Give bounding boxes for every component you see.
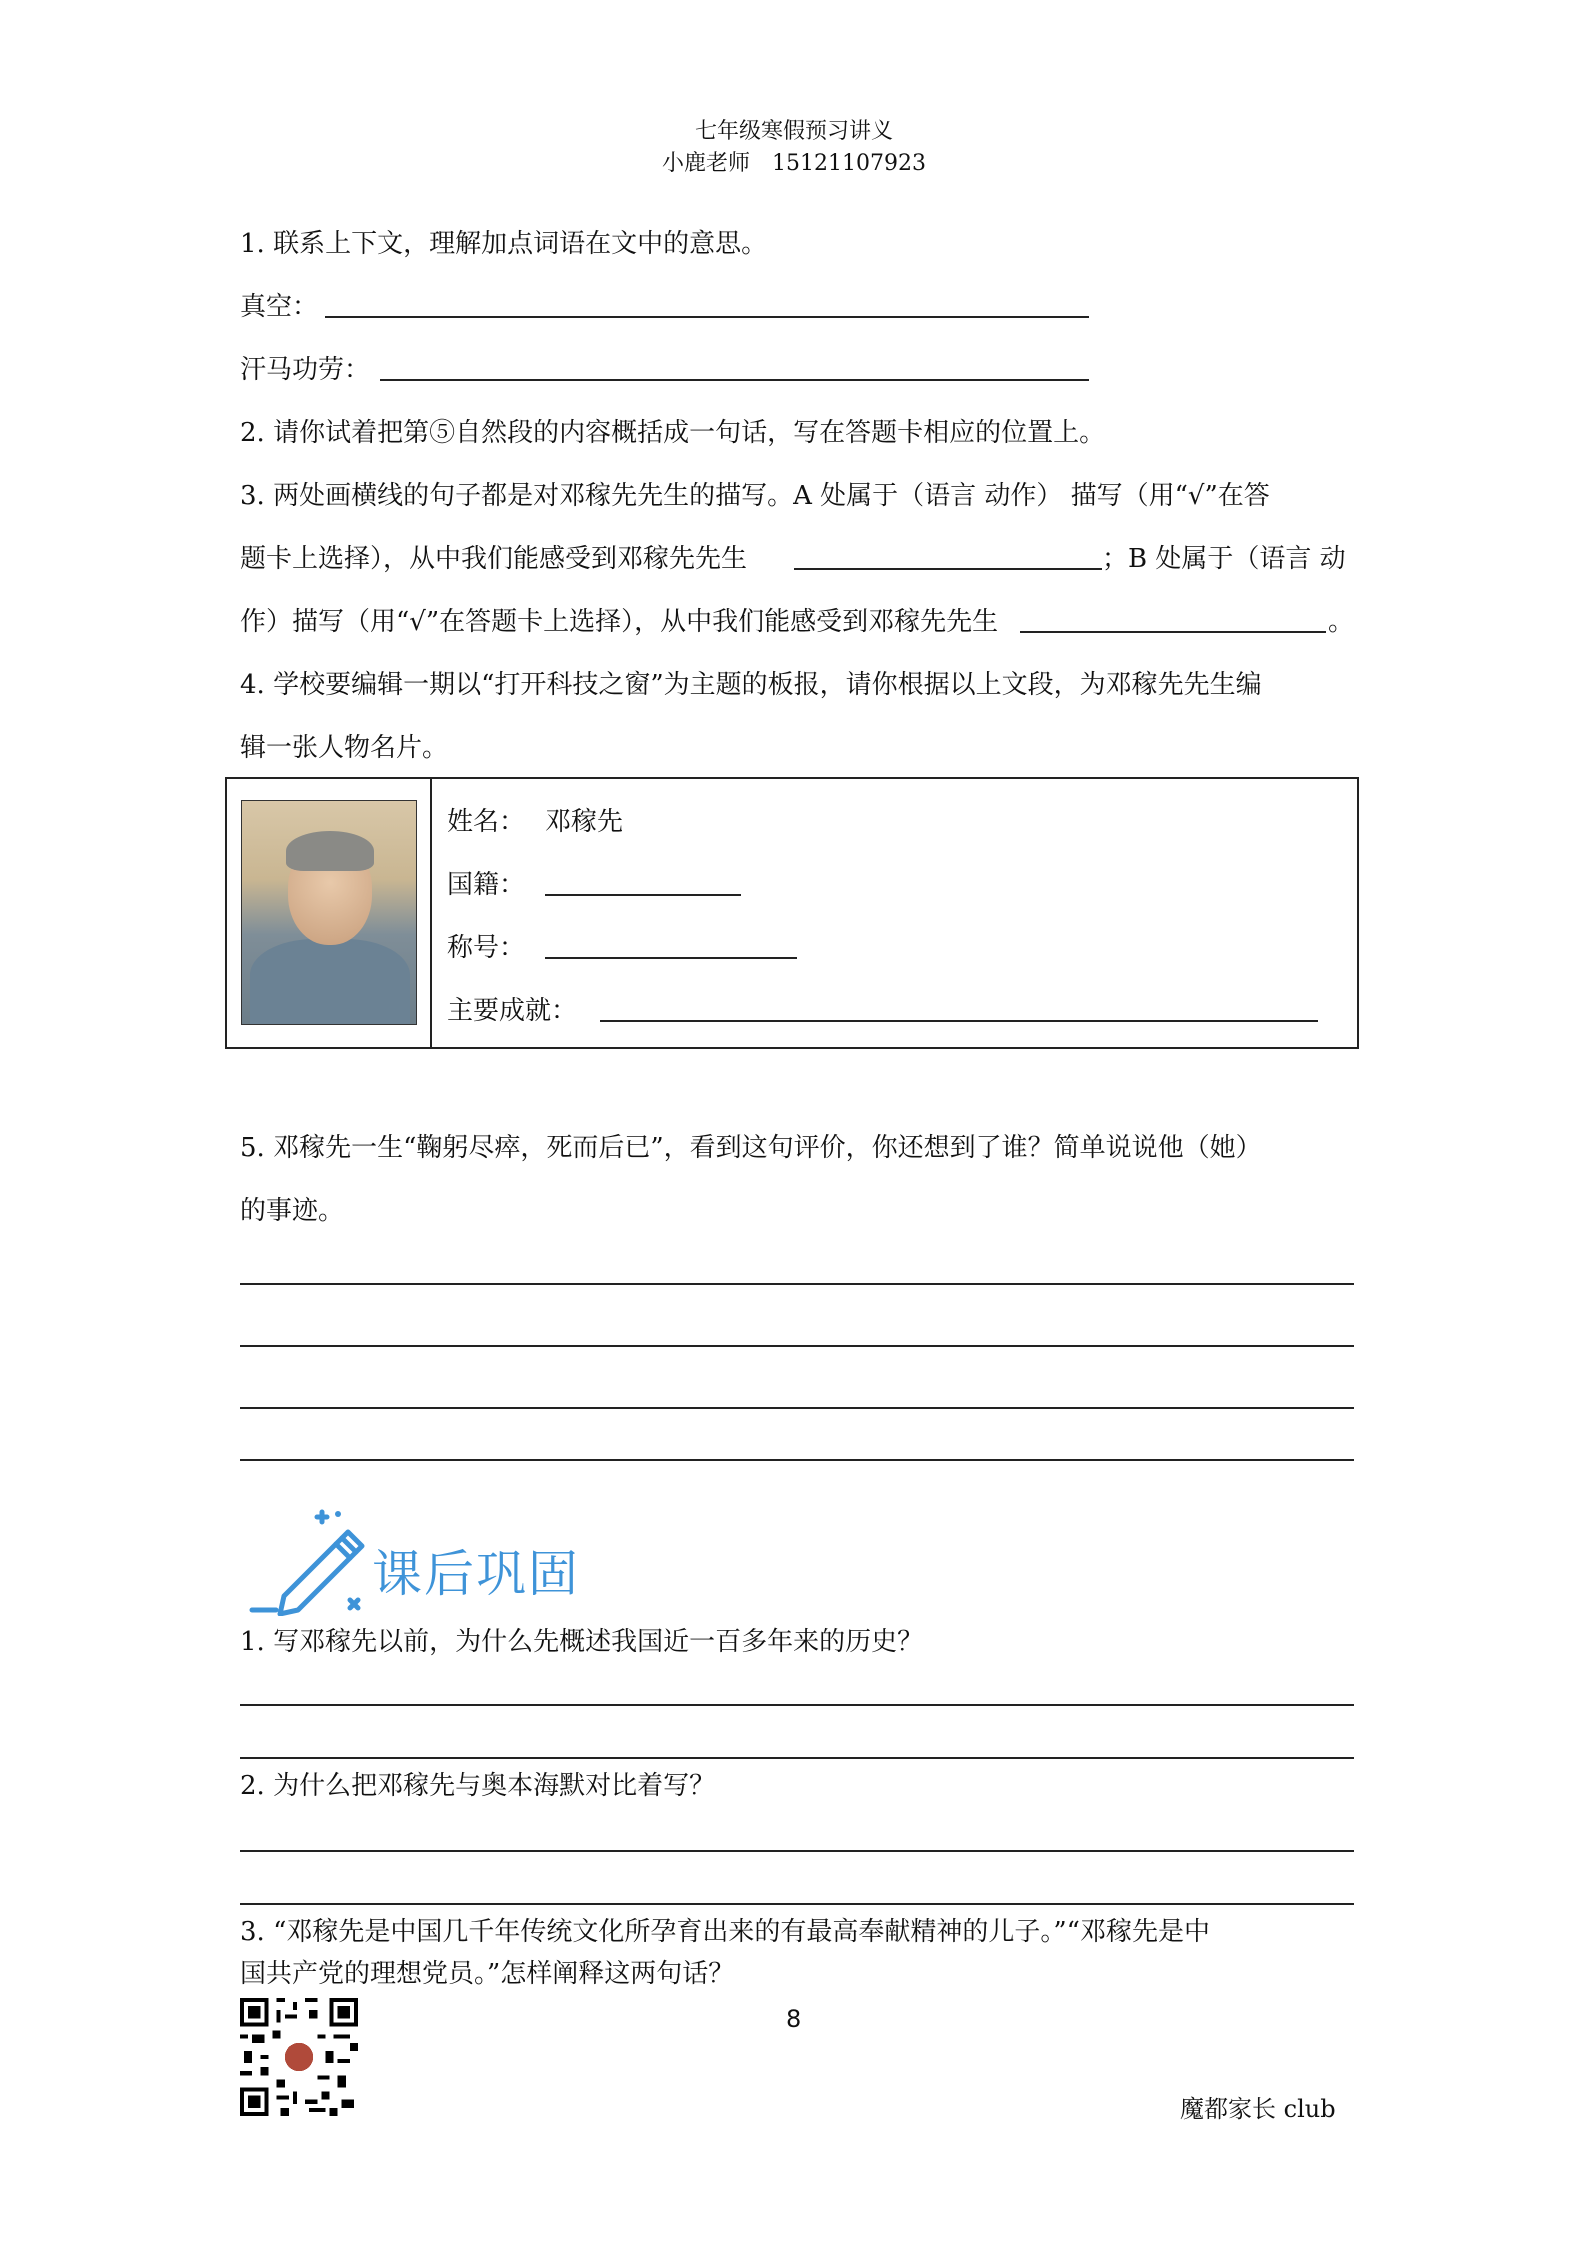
answer-line-q5-3[interactable] [240,1407,1354,1409]
question-2: 2. 请你试着把第⑤自然段的内容概括成一句话，写在答题卡相应的位置上。 [240,418,1106,448]
card-nationality-label: 国籍： [447,870,526,900]
portrait-photo [241,800,417,1025]
question-1a-label: 真空： [240,292,319,322]
question-4-line-2: 辑一张人物名片。 [240,733,449,763]
section-heading: 课后巩固 [372,1545,580,1603]
answer-line-q1b[interactable] [380,379,1089,381]
card-title-line[interactable] [545,957,797,959]
answer-line-q5-1[interactable] [240,1283,1354,1285]
card-achievement-label: 主要成就： [447,996,578,1026]
card-title-label: 称号： [447,933,526,963]
question-3-line-2b: ；B 处属于（语言 动 [1102,544,1346,574]
document-title: 七年级寒假预习讲义 [694,119,893,144]
review-question-1: 1. 写邓稼先以前，为什么先概述我国近一百多年来的历史？ [240,1627,924,1657]
review-question-3-line-2: 国共产党的理想党员。”怎样阐释这两句话？ [240,1959,735,1989]
answer-line-r1-2[interactable] [240,1757,1354,1759]
answer-line-q1a[interactable] [325,316,1089,318]
question-4-line-1: 4. 学校要编辑一期以“打开科技之窗”为主题的板报，请你根据以上文段，为邓稼先先生编 [240,670,1262,700]
answer-line-r2-1[interactable] [240,1850,1354,1852]
answer-line-q5-2[interactable] [240,1345,1354,1347]
page-number: 8 [786,2005,802,2033]
pen-icon [246,1504,374,1616]
question-3-line-2a: 题卡上选择），从中我们能感受到邓稼先先生 [240,544,748,574]
answer-line-r1-1[interactable] [240,1704,1354,1706]
card-name-value: 邓稼先 [545,807,624,837]
answer-line-q5-4[interactable] [240,1459,1354,1461]
answer-line-r2-2[interactable] [240,1903,1354,1905]
profile-card [225,777,1359,1049]
question-5-line-1: 5. 邓稼先一生“鞠躬尽瘁，死而后已”，看到这句评价，你还想到了谁？简单说说他（她） [240,1133,1262,1163]
question-3-line-1: 3. 两处画横线的句子都是对邓稼先先生的描写。A 处属于（语言 动作） 描写（用“√”在答 [240,481,1270,511]
question-3-line-3b: 。 [1328,607,1355,637]
answer-line-q3a[interactable] [794,568,1102,570]
question-1: 1. 联系上下文，理解加点词语在文中的意思。 [240,229,768,259]
document-subtitle: 小鹿老师 15121107923 [662,151,926,176]
card-nationality-line[interactable] [545,894,741,896]
answer-line-q3b[interactable] [1020,631,1326,633]
question-1b-label: 汗马功劳： [240,355,371,385]
card-divider [430,779,432,1047]
card-achievement-line[interactable] [600,1020,1318,1022]
review-question-3-line-1: 3. “邓稼先是中国几千年传统文化所孕育出来的有最高奉献精神的儿子。”“邓稼先是中 [240,1917,1210,1947]
card-name-label: 姓名： [447,807,526,837]
brand-label: 魔都家长 club [1180,2095,1336,2123]
review-question-2: 2. 为什么把邓稼先与奥本海默对比着写？ [240,1771,716,1801]
question-3-line-3a: 作）描写（用“√”在答题卡上选择），从中我们能感受到邓稼先先生 [240,607,999,637]
qr-code-icon [240,1998,358,2116]
question-5-line-2: 的事迹。 [240,1196,345,1226]
